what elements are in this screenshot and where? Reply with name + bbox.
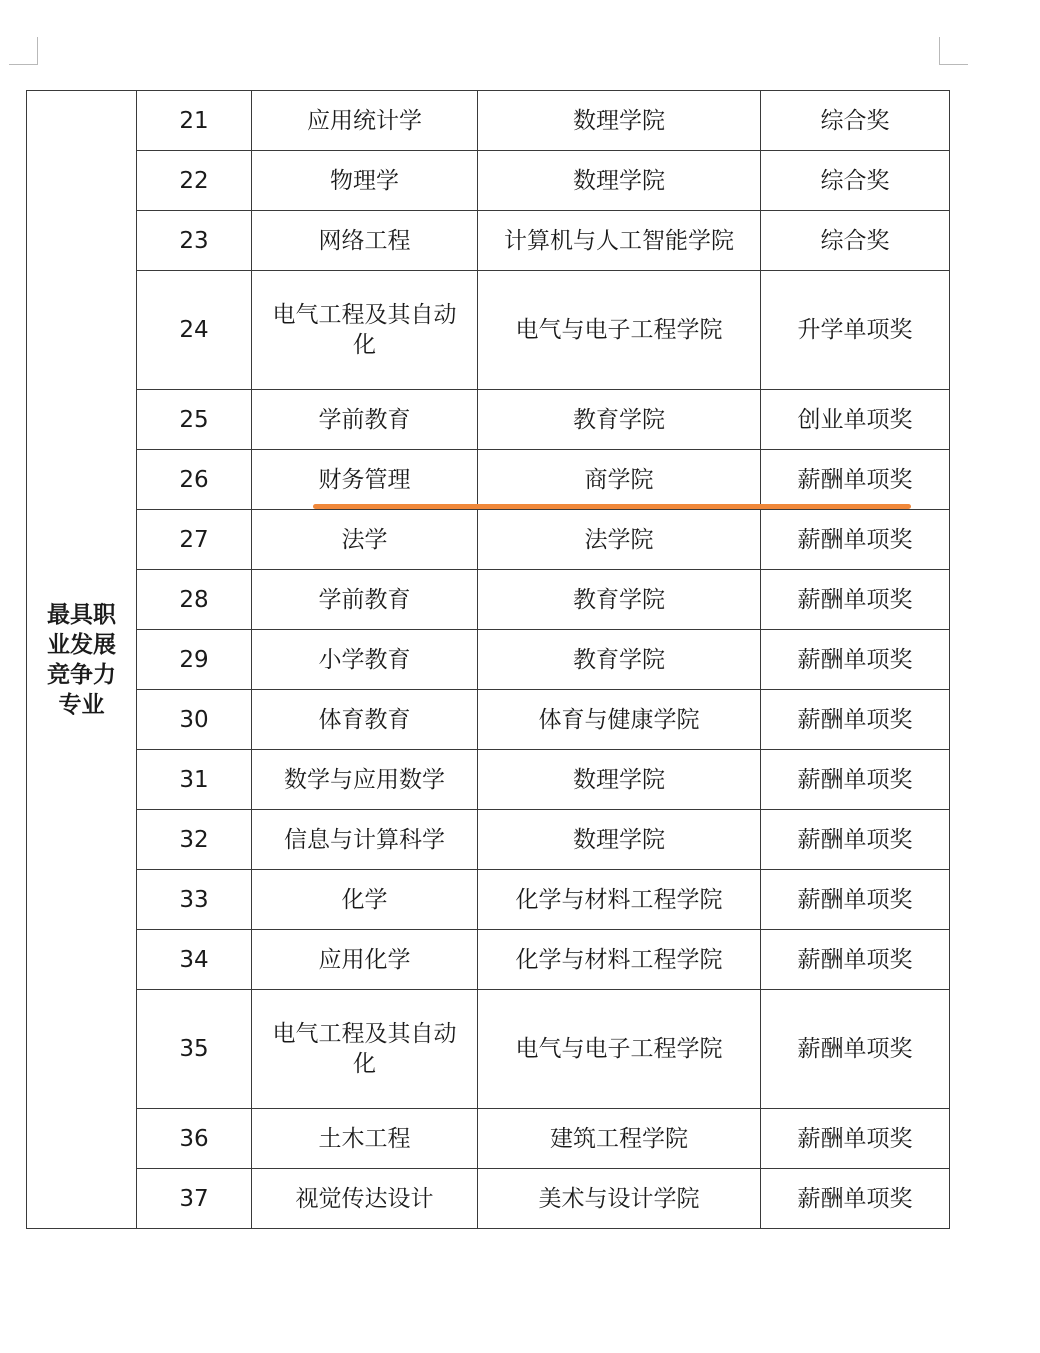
award-cell: 综合奖 [761,211,950,271]
row-number: 29 [137,630,252,690]
row-number: 36 [137,1109,252,1169]
row-number: 31 [137,750,252,810]
award-cell: 薪酬单项奖 [761,1109,950,1169]
table-row [27,1169,950,1229]
major-cell: 应用化学 [252,930,478,990]
major-cell [252,990,478,1109]
table-row [27,91,950,151]
award-cell: 薪酬单项奖 [761,450,950,510]
row-number: 27 [137,510,252,570]
row-number: 28 [137,570,252,630]
college-cell: 化学与材料工程学院 [478,930,761,990]
row-number: 26 [137,450,252,510]
table-row [27,630,950,690]
table-row [27,990,950,1109]
award-cell: 薪酬单项奖 [761,630,950,690]
college-cell: 电气与电子工程学院 [478,271,761,390]
category-cell [27,91,137,1229]
award-cell: 薪酬单项奖 [761,810,950,870]
college-cell: 教育学院 [478,630,761,690]
category-label: 最具职业发展竞争力专业 [47,601,116,718]
award-cell: 创业单项奖 [761,390,950,450]
college-cell: 数理学院 [478,151,761,211]
award-cell: 薪酬单项奖 [761,1169,950,1229]
college-cell: 数理学院 [478,750,761,810]
award-cell: 综合奖 [761,91,950,151]
major-cell: 化学 [252,870,478,930]
major-cell: 学前教育 [252,570,478,630]
row-number: 22 [137,151,252,211]
college-cell: 法学院 [478,510,761,570]
award-cell: 薪酬单项奖 [761,990,950,1109]
award-cell: 薪酬单项奖 [761,690,950,750]
row-number: 23 [137,211,252,271]
page-corner-mark-right [939,37,968,65]
table-row [27,450,950,510]
row-number: 37 [137,1169,252,1229]
major-cell: 网络工程 [252,211,478,271]
table-row [27,570,950,630]
major-cell: 法学 [252,510,478,570]
page-corner-mark-left [9,37,38,65]
award-cell: 薪酬单项奖 [761,570,950,630]
awards-table [26,90,950,1229]
award-cell: 薪酬单项奖 [761,930,950,990]
major-text: 电气工程及其自动化 [272,1021,457,1077]
table-row [27,810,950,870]
row-number: 35 [137,990,252,1109]
college-cell: 建筑工程学院 [478,1109,761,1169]
row-number: 25 [137,390,252,450]
award-cell: 升学单项奖 [761,271,950,390]
table-row [27,750,950,810]
table-row [27,870,950,930]
major-cell [252,271,478,390]
college-cell: 教育学院 [478,390,761,450]
major-cell: 物理学 [252,151,478,211]
major-cell: 应用统计学 [252,91,478,151]
major-cell: 财务管理 [252,450,478,510]
award-cell: 薪酬单项奖 [761,510,950,570]
table-row [27,211,950,271]
major-cell: 学前教育 [252,390,478,450]
college-cell: 化学与材料工程学院 [478,870,761,930]
major-cell: 体育教育 [252,690,478,750]
college-cell: 计算机与人工智能学院 [478,211,761,271]
table-row [27,1109,950,1169]
row-number: 30 [137,690,252,750]
orange-underline-annotation [313,504,911,509]
major-cell: 信息与计算科学 [252,810,478,870]
college-cell: 教育学院 [478,570,761,630]
row-number: 34 [137,930,252,990]
award-cell: 薪酬单项奖 [761,750,950,810]
award-cell: 综合奖 [761,151,950,211]
college-cell: 数理学院 [478,91,761,151]
major-cell: 数学与应用数学 [252,750,478,810]
table-row [27,690,950,750]
college-cell: 美术与设计学院 [478,1169,761,1229]
row-number: 32 [137,810,252,870]
row-number: 24 [137,271,252,390]
college-cell: 体育与健康学院 [478,690,761,750]
major-cell: 土木工程 [252,1109,478,1169]
table-row [27,151,950,211]
row-number: 21 [137,91,252,151]
table-row [27,390,950,450]
college-cell: 电气与电子工程学院 [478,990,761,1109]
award-cell: 薪酬单项奖 [761,870,950,930]
table-row [27,271,950,390]
major-cell: 视觉传达设计 [252,1169,478,1229]
major-text: 电气工程及其自动化 [272,302,457,358]
table-row [27,510,950,570]
row-number: 33 [137,870,252,930]
table-row [27,930,950,990]
college-cell: 数理学院 [478,810,761,870]
college-cell: 商学院 [478,450,761,510]
major-cell: 小学教育 [252,630,478,690]
